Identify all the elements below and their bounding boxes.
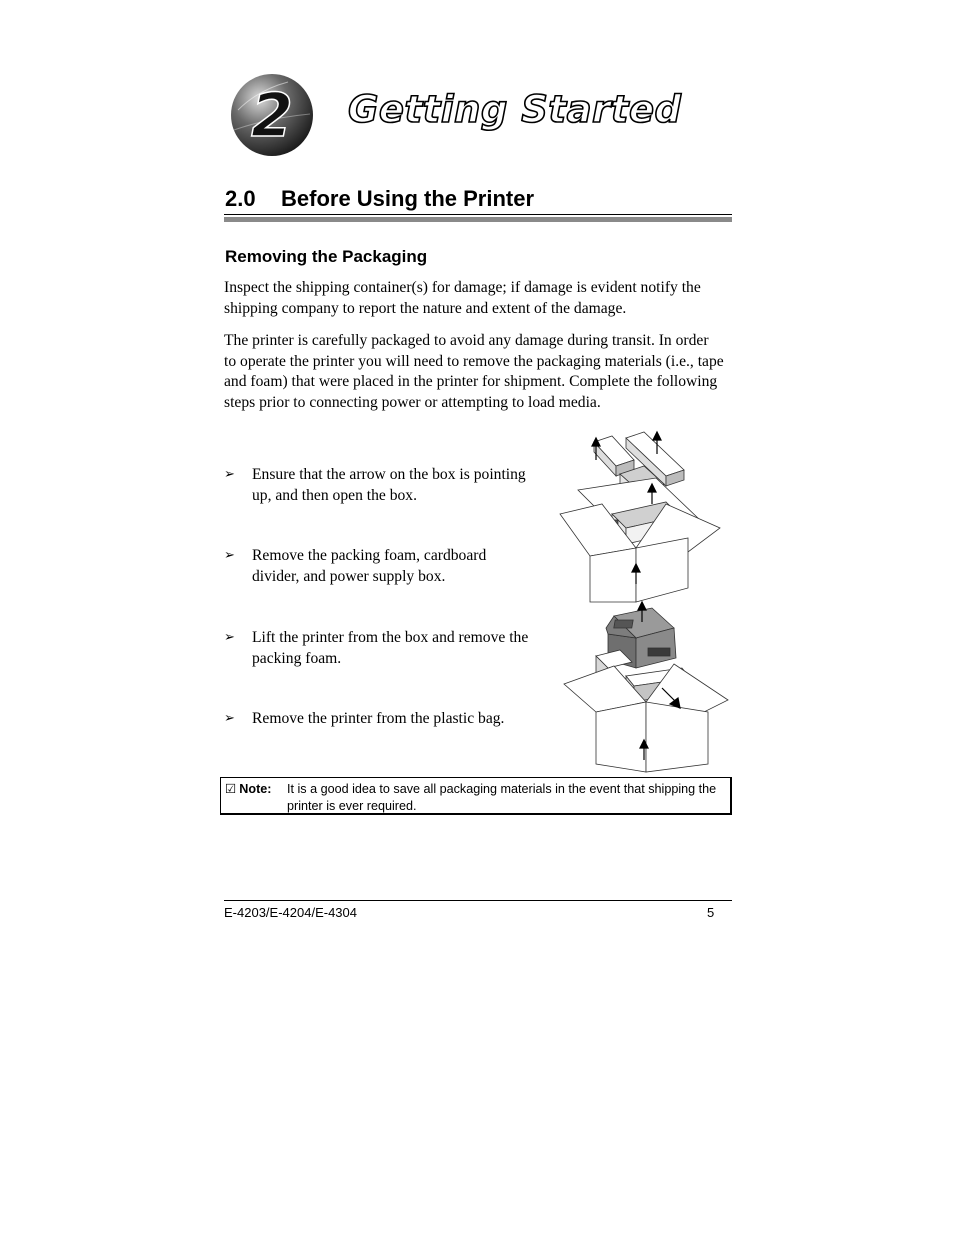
footer-rule [224,900,732,901]
section-title: Before Using the Printer [281,186,535,211]
chapter-title-art [344,84,682,132]
note-text: It is a good idea to save all packaging materials in the event that shipping the printer is ever required. [287,782,717,813]
step-text: Remove the packing foam, cardboard divider, and power supply box. [252,547,487,585]
chapter-number-badge [228,70,314,158]
note-label [225,781,271,796]
section-rule-thin [224,214,732,215]
chapter-number: 2 [251,81,293,151]
step-text: Remove the printer from the plastic bag. [252,710,505,727]
section-heading [225,186,534,212]
step-item [224,628,534,669]
printer-removal-illustration [556,604,730,774]
paragraph-inspect: Inspect the shipping container(s) for damage; if damage is evident notify the shipping company to report the nature and extent of the damage. [224,279,701,317]
note-label-text: Note: [239,782,272,796]
unpacking-box-illustration [556,430,724,602]
paragraph-packaging: The printer is carefully packaged to avoid any damage during transit. In order to operate the printer you will need to remove the packaging materials (i.e., tape and foam) that were placed in the printer for shipment. Complete the following steps prior to connecting power or attempting to load media. [224,332,724,411]
step-item [224,546,534,587]
checkbox-icon: ☑ [225,781,237,796]
arrow-bullet-icon: ➢ [224,467,235,482]
note-box [220,777,732,815]
section-number: 2.0 [225,186,256,211]
step-item [224,465,534,506]
subsection-heading: Removing the Packaging [225,247,428,266]
footer-models: E-4203/E-4204/E-4304 [224,905,357,920]
arrow-bullet-icon: ➢ [224,711,235,726]
arrow-bullet-icon: ➢ [224,548,235,563]
arrow-bullet-icon: ➢ [224,630,235,645]
page-number: 5 [707,905,715,920]
step-text: Ensure that the arrow on the box is pointing up, and then open the box. [252,466,526,504]
section-rule-thick [224,217,732,222]
step-item [224,709,534,730]
chapter-title: Getting Started [348,88,682,131]
step-text: Lift the printer from the box and remove the packing foam. [252,629,529,667]
